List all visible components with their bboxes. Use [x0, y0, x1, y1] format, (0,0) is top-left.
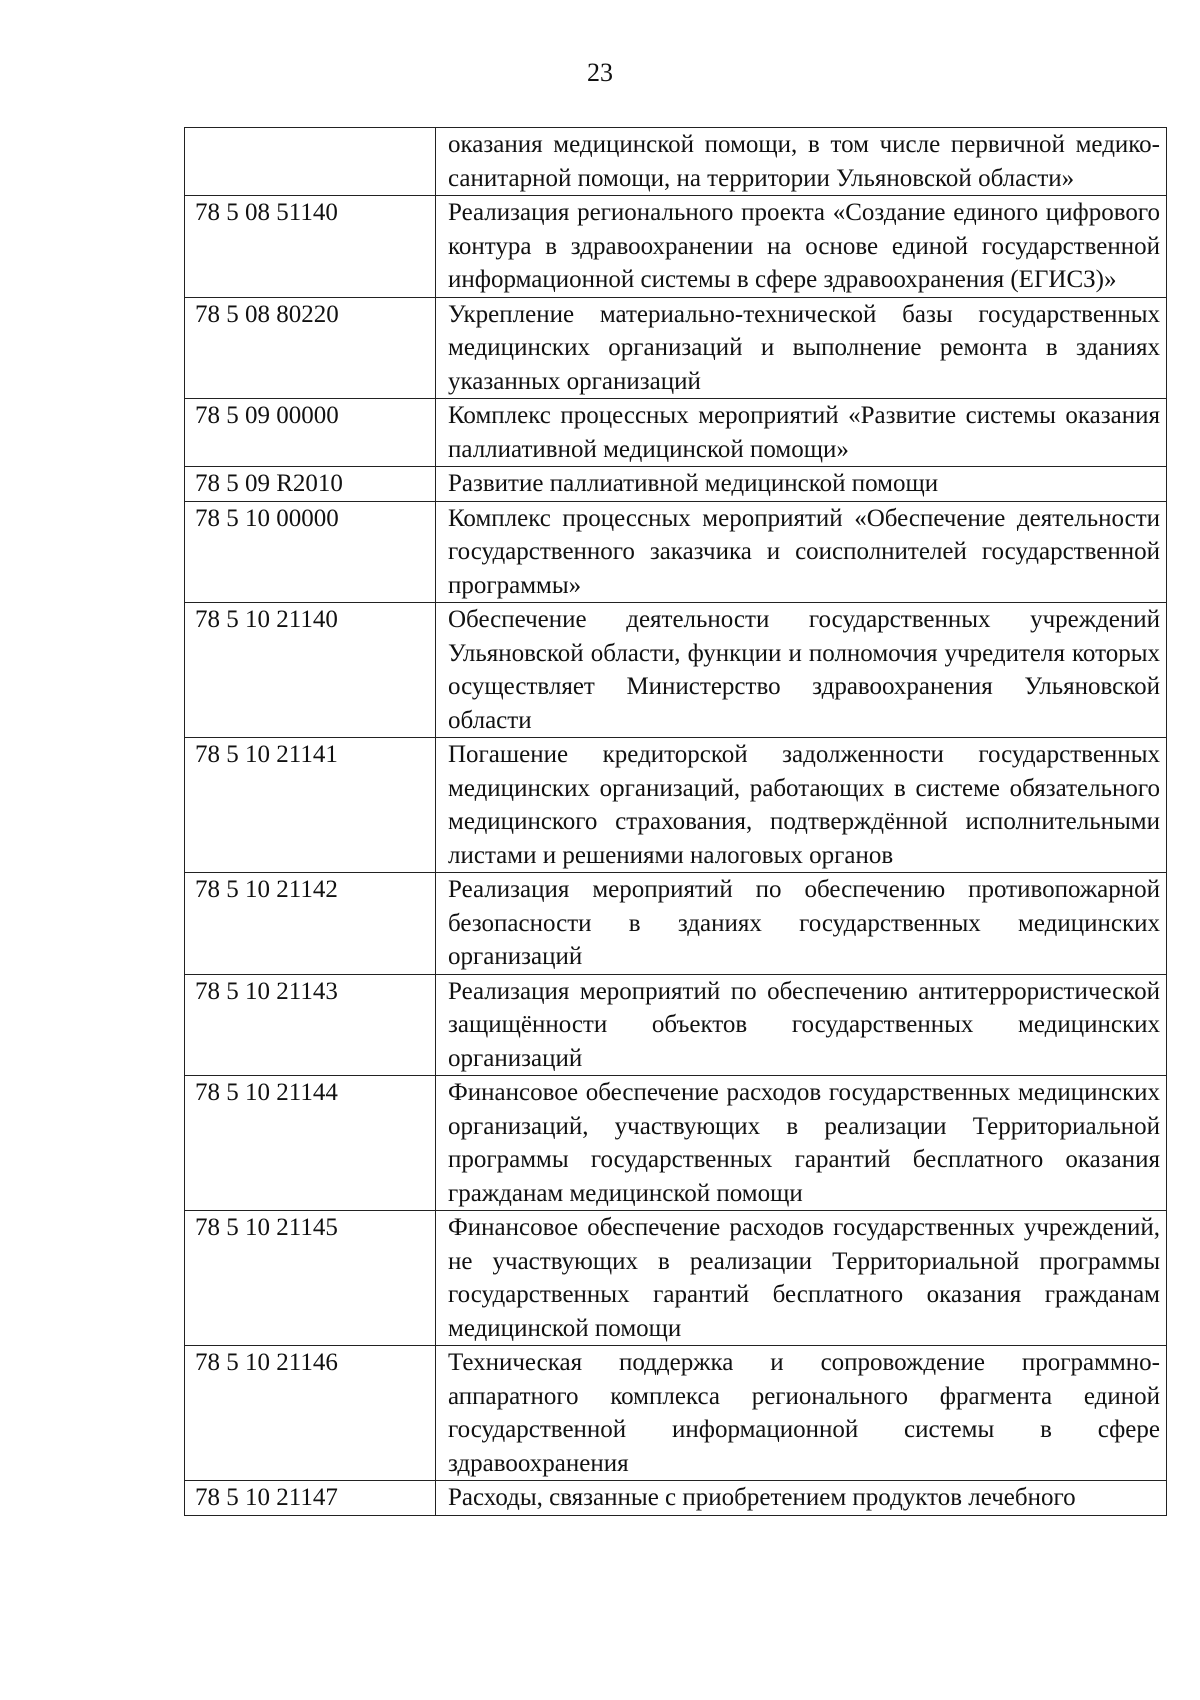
- code-cell: 78 5 10 21142: [185, 873, 436, 975]
- code-cell: 78 5 10 21143: [185, 974, 436, 1076]
- table-row: [185, 196, 1167, 298]
- description-cell: Укрепление материально-технической базы государственных медицинских организаций и выполнение ремонта в зданиях указанных организаций: [436, 297, 1167, 399]
- code-cell: 78 5 09 00000: [185, 399, 436, 467]
- code-cell: 78 5 10 21145: [185, 1211, 436, 1346]
- table-row: [185, 738, 1167, 873]
- code-cell: 78 5 08 80220: [185, 297, 436, 399]
- table-row: [185, 501, 1167, 603]
- code-cell: 78 5 10 21141: [185, 738, 436, 873]
- code-cell: 78 5 10 21140: [185, 603, 436, 738]
- table-row: [185, 974, 1167, 1076]
- table-row: [185, 297, 1167, 399]
- table-row: [185, 1481, 1167, 1516]
- table-row: [185, 399, 1167, 467]
- description-cell: Техническая поддержка и сопровождение программно-аппаратного комплекса регионального фрагмента единой государственной информационной системы в сфере здравоохранения: [436, 1346, 1167, 1481]
- code-cell: 78 5 10 21147: [185, 1481, 436, 1516]
- description-cell: Реализация регионального проекта «Создание единого цифрового контура в здравоохранении на основе единой государственной информационной системы в сфере здравоохранения (ЕГИСЗ)»: [436, 196, 1167, 298]
- table-row: [185, 467, 1167, 502]
- description-cell: оказания медицинской помощи, в том числе первичной медико-санитарной помощи, на территории Ульяновской области»: [436, 128, 1167, 196]
- budget-codes-table: [184, 127, 1167, 1516]
- code-cell: [185, 128, 436, 196]
- description-cell: Финансовое обеспечение расходов государственных учреждений, не участвующих в реализации Территориальной программы государственных гарантий бесплатного оказания гражданам медицинской помощи: [436, 1211, 1167, 1346]
- description-cell: Финансовое обеспечение расходов государственных медицинских организаций, участвующих в реализации Территориальной программы государственных гарантий бесплатного оказания гражданам медицинской помощи: [436, 1076, 1167, 1211]
- description-cell: Обеспечение деятельности государственных учреждений Ульяновской области, функции и полномочия учредителя которых осуществляет Министерство здравоохранения Ульяновской области: [436, 603, 1167, 738]
- description-cell: Развитие паллиативной медицинской помощи: [436, 467, 1167, 502]
- description-cell: Реализация мероприятий по обеспечению противопожарной безопасности в зданиях государственных медицинских организаций: [436, 873, 1167, 975]
- table-row: [185, 873, 1167, 975]
- table-row: [185, 1076, 1167, 1211]
- table-row: [185, 1346, 1167, 1481]
- description-cell: Погашение кредиторской задолженности государственных медицинских организаций, работающих в системе обязательного медицинского страхования, подтверждённой исполнительными листами и решениями налоговых органов: [436, 738, 1167, 873]
- code-cell: 78 5 10 21144: [185, 1076, 436, 1211]
- page-number: 23: [587, 58, 613, 87]
- code-cell: 78 5 09 R2010: [185, 467, 436, 502]
- table-row: [185, 128, 1167, 196]
- code-cell: 78 5 10 21146: [185, 1346, 436, 1481]
- description-cell: Реализация мероприятий по обеспечению антитеррористической защищённости объектов государственных медицинских организаций: [436, 974, 1167, 1076]
- description-cell: Расходы, связанные с приобретением продуктов лечебного: [436, 1481, 1167, 1516]
- table-row: [185, 1211, 1167, 1346]
- description-cell: Комплекс процессных мероприятий «Обеспечение деятельности государственного заказчика и соисполнителей государственной программы»: [436, 501, 1167, 603]
- code-cell: 78 5 10 00000: [185, 501, 436, 603]
- table-row: [185, 603, 1167, 738]
- code-cell: 78 5 08 51140: [185, 196, 436, 298]
- description-cell: Комплекс процессных мероприятий «Развитие системы оказания паллиативной медицинской помощи»: [436, 399, 1167, 467]
